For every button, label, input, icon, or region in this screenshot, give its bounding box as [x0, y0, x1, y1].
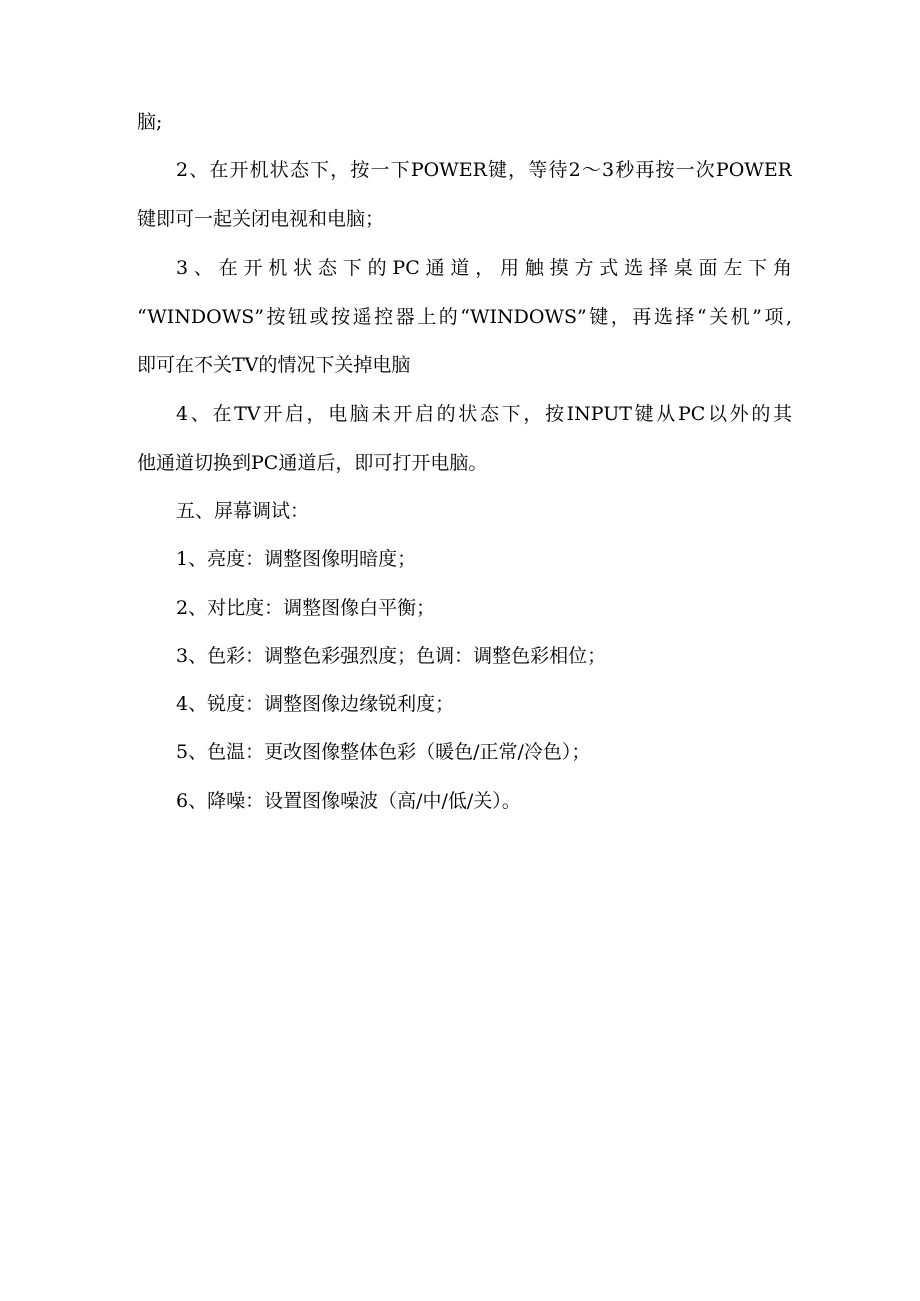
text-line-step-3-end: 即可在不关TV的情况下关掉电脑 — [137, 354, 411, 376]
list-item-color: 3、色彩：调整色彩强烈度；色调：调整色彩相位； — [176, 645, 607, 667]
list-item-sharpness: 4、锐度：调整图像边缘锐利度； — [176, 693, 455, 715]
list-item-contrast: 2、对比度：调整图像白平衡； — [176, 597, 436, 619]
text-line-pc-shutdown-cont: 脑; — [137, 111, 163, 133]
text-line-step-2: 2、在开机状态下，按一下POWER键，等待2～3秒再按一次POWER — [176, 159, 792, 181]
section-heading-screen-adjust: 五、屏幕调试： — [176, 500, 310, 522]
text-line-step-3-cont: “WINDOWS”按钮或按遥控器上的“WINDOWS”键，再选择“关机”项, — [137, 306, 792, 328]
list-item-noise-reduction: 6、降噪：设置图像噪波（高/中/低/关）。 — [176, 790, 521, 812]
text-line-step-3: 3、在开机状态下的PC通道，用触摸方式选择桌面左下角 — [176, 257, 792, 279]
text-line-step-4: 4、在TV开启，电脑未开启的状态下，按INPUT键从PC以外的其 — [176, 403, 792, 425]
text-line-step-4-cont: 他通道切换到PC通道后，即可打开电脑。 — [137, 452, 488, 474]
text-line-step-2-cont: 键即可一起关闭电视和电脑； — [137, 208, 385, 230]
list-item-color-temp: 5、色温：更改图像整体色彩（暖色/正常/冷色）； — [176, 741, 591, 763]
list-item-brightness: 1、亮度：调整图像明暗度； — [176, 548, 417, 570]
